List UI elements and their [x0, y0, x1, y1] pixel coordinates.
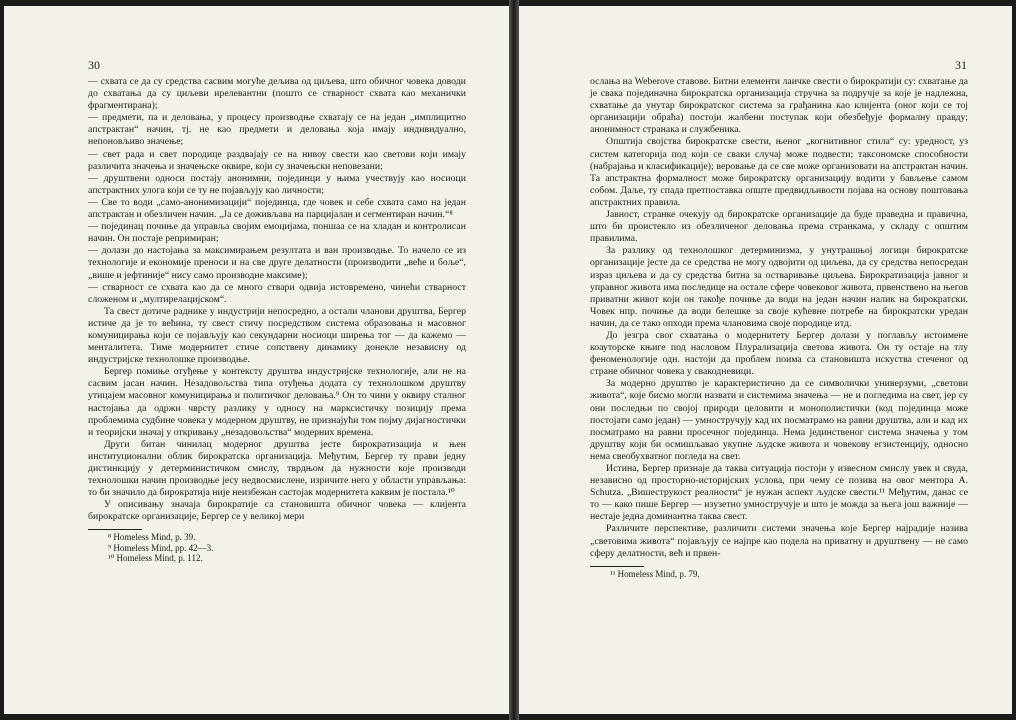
paragraph: Различите перспективе, различити системи значења које Бергер најрадије назива „световима живота“ појављују се најпре као подела на приватну и друштвену — не само сферу делатности, већ и првен- — [590, 523, 968, 559]
paragraph: Јавност, странке очекују од бирократске организације да буде праведна и правична, што би проистекло из обезличеног деловања према странкама, у складу с општим правилима. — [590, 209, 968, 245]
paragraph: — Све то води „само-анонимизацији“ појединца, где човек и себе схвата само на један апстрактан и обезличен начин. „Ја се доживљава на парцијалан и сегментиран начин.“⁸ — [88, 196, 466, 221]
paragraph: — појединац почиње да управља својим емоцијама, поншаа се на хладан и контролисан начин. Он постаје репримиран; — [88, 221, 466, 245]
page-body — [590, 76, 968, 579]
paragraph: Та свест дотиче раднике у индустрији непосредно, а остали чланови друштва, Бергер истиче да је то већина, ту свест стичу посредством система образовања и масовног комуницирања који се појављују као секундарни носиоци ширења тог — да кажемо — менталитета. Тиме модернитет стиче сопствену динамику донекле независну од индустријске технолошке производње. — [88, 305, 466, 366]
paragraph: — предмети, па и деловања, у процесу производње схватају се на један „имплицитно апстрактан“ начин, тј. не као предмети и деловања која имају индивидуално, непоновљиво значење; — [88, 112, 466, 148]
page-number: 30 — [88, 58, 100, 72]
paragraph: Други битан чинилац модерног друштва јесте бирократизација и њен институционални облик бирократска организација. Међутим, Бергер ту прави једну дистинкцију у детерминистичком смислу, тврдњом да нужности које производи технолошки начин производње јесу недвосмислене, изричите него у области управљања: то би значило да бирократија није неизбежан састојак модернитета каквим је постала.¹⁰ — [88, 438, 466, 499]
paragraph: За модерно друштво је карактеристично да се символички универзуми, „светови живота“, које бисмо могли назвати и системима значења — не и погледима на свет, јер су они последњи по својој природи целовити и монополистички (код појединца може постојати само један) — умностручују кад их посматрамо на равни друштва, али и кад их посматрамо на равни просечног појединца. Нема јединственог система значења у том друштву који би осмишљавао укупне људске живота и човекову егзистенцију, односно нема свеобухватног погледа на свет. — [590, 378, 968, 462]
footnote: ⁹ Homeless Mind, pp. 42—3. — [108, 542, 214, 553]
footnote-rule — [88, 529, 142, 530]
paragraph: Бергер помиње отуђење у контексту друштва индустријске технологије, али не на сасвим јасан начин. Незадовољства типа отуђења додата су технолошком друштву утицајем масовног комуницирања и политичког деловања.⁹ Он то чини у оквиру сталног настојања да одржи чврсту разлику у односу на марксистичку позицију према проблемима судбине човека у модерном друштву, не признајући том појму дијагностички и теоријски значај у откривању „незадовољства“ модерних времена. — [88, 366, 466, 438]
paragraph: Општија својства бирократске свести, њеног „когнитивног стила“ су: уредност, уз систем категорија под који се сваки случај може подвести; таксономске способности (набрајања и класификације); веровање да се све може организовати на апстрактан начин. Та апстрактна формалност може бирократску организацију водити у бављење самом собом. Даље, ту спада претпоставка опште предвидљивости појава на основу поштовања апстрактних правила. — [590, 136, 968, 208]
paragraph: — стварност се схвата као да се много ствари одвија истовремено, чинећи стварност сложеном и „мултирелацијском“. — [88, 281, 466, 305]
paragraph: — свет рада и свет породице раздвајају се на нивоу свести као светови који имају различита значења и значењске оквире, који су значењски неповезани; — [88, 148, 466, 172]
paragraph: До језгра свог схватања о модернитету Бергер долази у поглављу истоимене коауторске књиге под насловом Плурализација световa живота. Он ту остаје на тлу феноменологије одн. настоји да проблем поима са становишта искуства стеченог од стране обичног човека у свакодневици. — [590, 329, 968, 378]
paragraph: За разлику од технолошког детерминизма, у унутрашњој логици бирократске организације јесте да се средства не могу одвојити од циљева, да су средства непосредан израз циљева и да су средства битна за остваривање циљева. Бирократизација јавног и управног живота има последице на остале сфере човековог живота, првенствено на његов приватни живот који он такође почиње да води на један начин налик на бирократски. Човек нпр. почиње да води белешке за своје кућевне потребе на бирократски уредан начин, да се тако опходи према члановима своје породице итд. — [590, 245, 968, 329]
book-gutter — [509, 0, 519, 720]
page-number: 31 — [955, 58, 967, 72]
footnote: ¹⁰ Homeless Mind, p. 112. — [108, 553, 203, 564]
paragraph: Истина, Бергер признаје да таква ситуација постоји у извесном смислу увек и свуда, независно од просторно-историјских услова, при чему се позива на овог ментора A. Schutza. „Вишеструкост реалности“ је нужан аспект људске свести.¹¹ Међутим, данас се то — како пише Бергер — изузетно умностручује и што је можда за њега још важније — нестаје једна доминантна таква свест. — [590, 463, 968, 523]
paragraph: — друштвени односи постају анонимни, појединци у њима учествују као носиоци апстрактних улога који се ту не појављују као личности; — [88, 172, 466, 196]
paragraph: — долази до настојања за максимирањем резултата и ван производње. То начело се из технологије и економије преноси и на све друге делатности (производити „веће и боље“, „више и јефтиније“ нису само производне максиме); — [88, 245, 466, 281]
footnote-rule — [590, 566, 644, 567]
footnote: ⁸ Homeless Mind, p. 39. — [108, 532, 196, 543]
paragraph: ослања на Weberove ставове. Битни елементи лаичке свести о бирократији су: схватање да је свака појединачна бирократска организација стручна за подручје за које је надлежна, схватање да унутар бирократског система за грађанина као клијента (оног који се тој организацији обраћа) постоји жалбени поступак који обезбеђује формалну правду; анонимност странака и службеника. — [590, 76, 968, 136]
right-page — [519, 6, 1012, 714]
paragraph: — схвата се да су средства сасвим могуће дељива од циљева, што обичног човека доводи до схватања да су циљеви ирелевантни (пошто се стварност схвата као механички фрагментирана); — [88, 76, 466, 112]
left-page — [4, 6, 509, 714]
footnote: ¹¹ Homeless Mind, p. 79. — [610, 568, 700, 579]
page-body — [88, 76, 466, 564]
paragraph: У описивању значаја бирократије са становишта обичног човека — клијента бирократске организације, Бергер се у великој мери — [88, 499, 466, 523]
